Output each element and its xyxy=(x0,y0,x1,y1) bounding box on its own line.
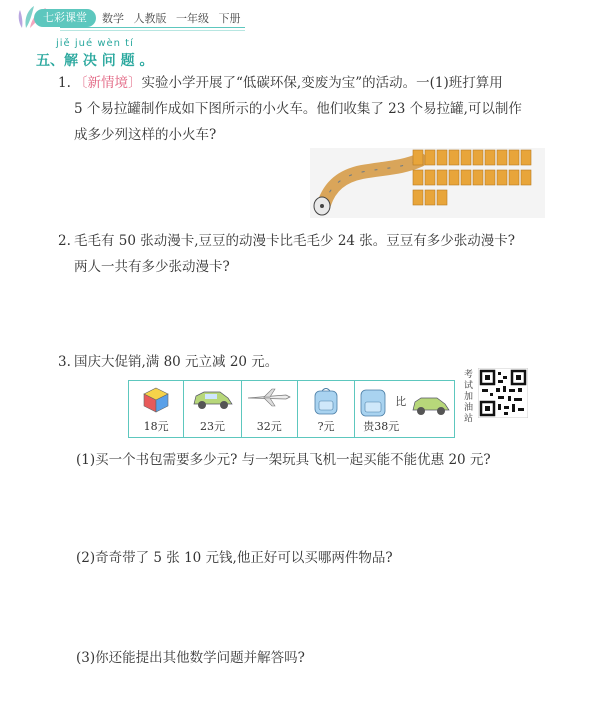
question-number: 1. xyxy=(58,75,71,91)
brand-badge: 七彩课堂 xyxy=(34,9,96,27)
question-3 xyxy=(58,349,458,375)
price-label: ?元 xyxy=(317,420,335,433)
question-text: 毛毛有 50 张动漫卡,豆豆的动漫卡比毛毛少 24 张。豆豆有多少张动漫卡? xyxy=(74,233,516,249)
term: 下册 xyxy=(218,12,241,25)
question-text: 实验小学开展了“低碳环保,变废为宝”的活动。一(1)班打算用 xyxy=(141,75,503,91)
section-title: 五、解 决 问 题 。 xyxy=(36,53,154,69)
price-item-bag xyxy=(298,381,355,437)
sub-question-2: (2)奇奇带了 5 张 10 元钱,他正好可以买哪两件物品? xyxy=(76,550,393,566)
sub-question-1: (1)买一个书包需要多少元? 与一架玩具飞机一起买能不能优惠 20 元? xyxy=(76,452,491,468)
price-item-compare xyxy=(355,381,454,437)
price-label: 18元 xyxy=(143,420,169,433)
sub-question-3: (3)你还能提出其他数学问题并解答吗? xyxy=(76,650,305,666)
new-context-tag: 〔新情境〕 xyxy=(74,75,142,91)
price-label: 贵38元 xyxy=(363,420,400,433)
question-text: 国庆大促销,满 80 元立减 20 元。 xyxy=(74,354,279,370)
section-pinyin: jiě jué wèn tí xyxy=(56,38,134,49)
price-item-car xyxy=(184,381,241,437)
question-text: 成多少列这样的小火车? xyxy=(74,127,217,143)
page-header xyxy=(0,0,591,34)
qr-code-area xyxy=(462,362,530,424)
compare-label: 比 xyxy=(395,395,407,408)
qr-code-icon[interactable] xyxy=(478,368,528,418)
question-text: 两人一共有多少张动漫卡? xyxy=(74,259,230,275)
question-1 xyxy=(58,70,558,148)
header-rule-light xyxy=(60,30,245,31)
header-rule xyxy=(60,27,245,28)
qr-caption: 考 试 加 油 站 xyxy=(463,370,473,424)
price-item-plane xyxy=(242,381,298,437)
can-train-picture xyxy=(310,148,545,218)
grade: 一年级 xyxy=(176,12,209,25)
question-2 xyxy=(58,228,578,280)
question-text: 5 个易拉罐制作成如下图所示的小火车。他们收集了 23 个易拉罐,可以制作 xyxy=(74,101,522,117)
schoolbag-icon xyxy=(312,386,340,416)
question-number: 3. xyxy=(58,354,71,370)
toy-plane-icon xyxy=(246,386,292,408)
price-label: 32元 xyxy=(256,420,282,433)
toy-car-icon xyxy=(190,386,234,412)
price-list xyxy=(128,380,455,438)
price-item-cube xyxy=(129,381,184,437)
rubiks-cube-icon xyxy=(142,386,170,414)
subject: 数学 xyxy=(102,12,124,25)
price-label: 23元 xyxy=(199,420,225,433)
header-book-info xyxy=(102,10,247,26)
question-number: 2. xyxy=(58,233,71,249)
header-brand-row xyxy=(34,9,247,27)
edition: 人教版 xyxy=(133,12,167,25)
